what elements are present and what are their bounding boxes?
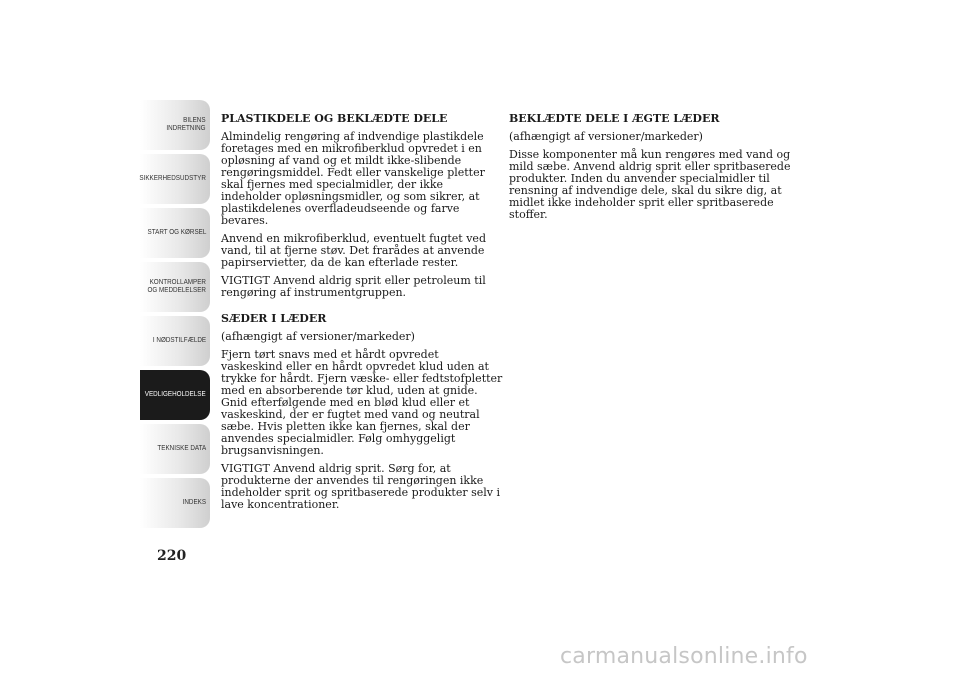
paragraph: Disse komponenter må kun rengøres med vand og mild sæbe. Anvend aldrig sprit eller spritbaserede produkter. Inden du anvender specialmidler til rensning af indvendige dele, skal du sikre dig, at midlet ikke indeholder sprit eller spritbaserede stoffer. xyxy=(509,148,791,221)
chapter-sidebar xyxy=(140,100,210,532)
tab-bilens-indretning[interactable] xyxy=(140,100,210,150)
tab-label: BILENS INDRETNING xyxy=(166,117,206,132)
tab-label: VEDLIGEHOLDELSE xyxy=(145,391,206,398)
warning-paragraph: VIGTIGT Anvend aldrig sprit eller petroleum til rengøring af instrumentgruppen. xyxy=(221,274,486,299)
tab-indeks[interactable] xyxy=(140,478,210,528)
tab-label: TEKNISKE DATA xyxy=(157,445,206,452)
section-heading: SÆDER I LÆDER xyxy=(221,312,327,325)
tab-label: SIKKERHEDSUDSTYR xyxy=(139,175,206,182)
section-heading: PLASTIKDELE OG BEKLÆDTE DELE xyxy=(221,112,448,125)
watermark: carmanualsonline.info xyxy=(560,644,808,669)
section-subtitle: (afhængigt af versioner/markeder) xyxy=(221,330,415,343)
section-subtitle: (afhængigt af versioner/markeder) xyxy=(509,130,703,143)
tab-tekniske-data[interactable] xyxy=(140,424,210,474)
paragraph: Fjern tørt snavs med et hårdt opvredet vaskeskind eller en hårdt opvredet klud uden at trykke for hårdt. Fjern væske- eller fedtstofpletter med en absorberende tør klud, uden at gnide. Gnid efterfølgende med en blød klud eller et vaskeskind, der er fugtet med vand og neutral sæbe. Hvis pletten ikke kan fjernes, skal der anvendes specialmidler. Følg omhyggeligt brugsanvisningen. xyxy=(221,348,503,457)
warning-paragraph: VIGTIGT Anvend aldrig sprit. Sørg for, at produkterne der anvendes til rengøringen ikke indeholder sprit og spritbaserede produkter selv i lave koncentrationer. xyxy=(221,462,500,511)
tab-label: I NØDSTILFÆLDE xyxy=(152,337,206,344)
tab-label: KONTROLLAMPER OG MEDDELELSER xyxy=(147,279,206,294)
tab-label: INDEKS xyxy=(182,499,206,506)
right-column xyxy=(509,113,791,227)
page-number: 220 xyxy=(157,548,187,564)
tab-start-og-korsel[interactable] xyxy=(140,208,210,258)
section-heading: BEKLÆDTE DELE I ÆGTE LÆDER xyxy=(509,112,720,125)
left-column xyxy=(221,113,503,517)
tab-i-nodstilfaelde[interactable] xyxy=(140,316,210,366)
paragraph: Almindelig rengøring af indvendige plastikdele foretages med en mikrofiberklud opvredet i en opløsning af vand og et mildt ikke-slibende rengøringsmiddel. Fedt eller vanskelige pletter skal fjernes med specialmidler, der ikke indeholder opløsningsmidler, og som sikrer, at plastikdelenes overfladeudseende og farve bevares. xyxy=(221,130,485,227)
paragraph: Anvend en mikrofiberklud, eventuelt fugtet ved vand, til at fjerne støv. Det frarådes at anvende papirservietter, da de kan efterlade rester. xyxy=(221,232,486,269)
tab-label: START OG KØRSEL xyxy=(147,229,206,236)
tab-sikkerhedsudstyr[interactable] xyxy=(140,154,210,204)
tab-kontrollamper[interactable] xyxy=(140,262,210,312)
tab-vedligeholdelse[interactable] xyxy=(140,370,210,420)
